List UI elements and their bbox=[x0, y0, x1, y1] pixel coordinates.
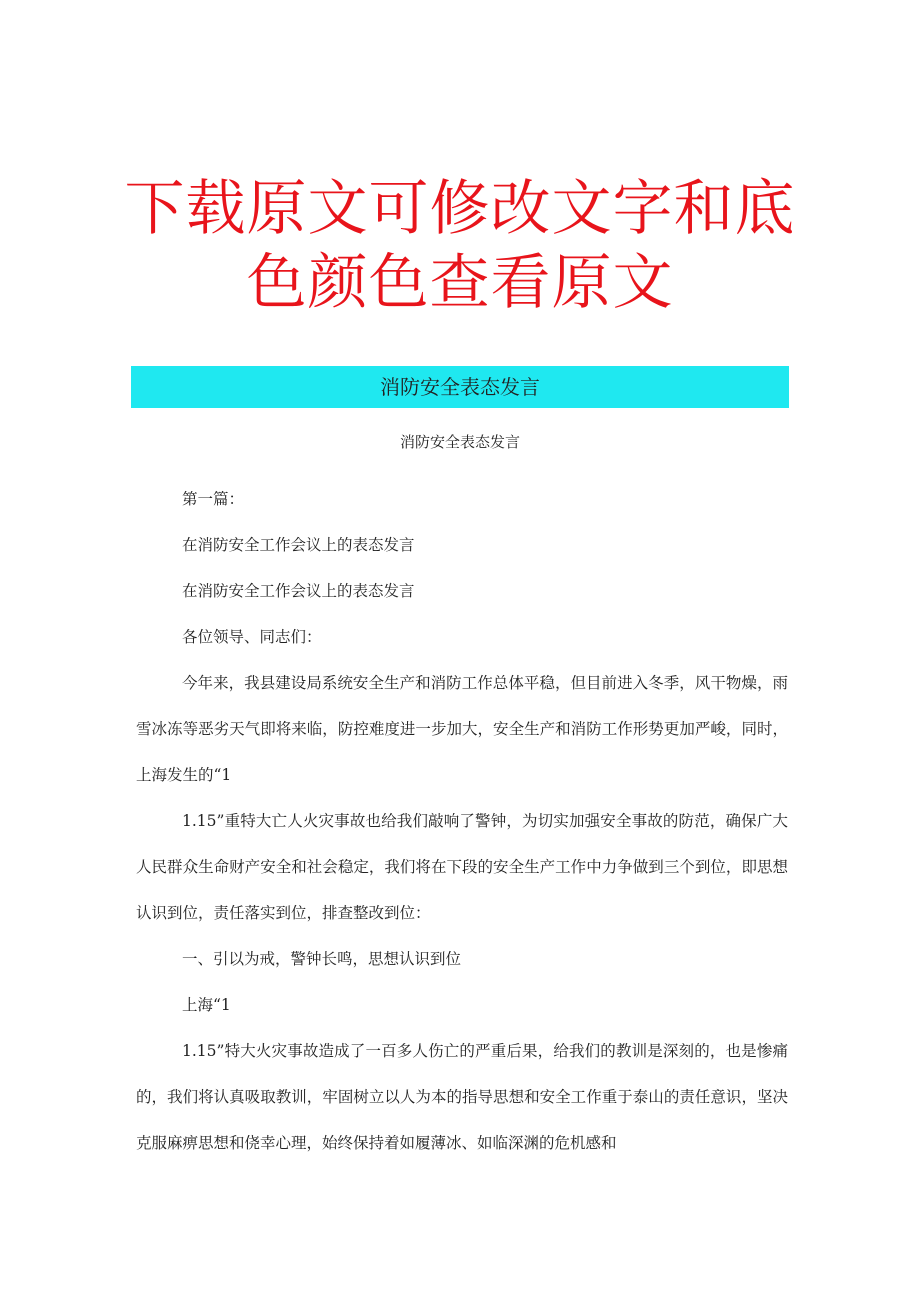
banner-line-2: 色颜色查看原文 bbox=[246, 248, 674, 318]
paragraph: 在消防安全工作会议上的表态发言 bbox=[182, 536, 415, 554]
paragraph: 一、引以为戒，警钟长鸣，思想认识到位 bbox=[182, 950, 462, 968]
paragraph: 在消防安全工作会议上的表态发言 bbox=[182, 582, 415, 600]
document-subtitle: 消防安全表态发言 bbox=[399, 433, 520, 451]
paragraph: 各位领导、同志们： bbox=[182, 628, 322, 646]
paragraph: 今年来，我县建设局系统安全生产和消防工作总体平稳，但目前进入冬季，风干物燥，雨雪冰冻等恶劣天气即将来临，防控难度进一步加大，安全生产和消防工作形势更加严峻，同时，上海发生的“1 bbox=[136, 674, 788, 784]
paragraph: 1.15”特大火灾事故造成了一百多人伤亡的严重后果，给我们的教训是深刻的，也是惨痛的，我们将认真吸取教训，牢固树立以人为本的指导思想和安全工作重于泰山的责任意识，坚决克服麻痹思想和侥幸心理，始终保持着如履薄冰、如临深渊的危机感和 bbox=[136, 1042, 788, 1152]
download-banner bbox=[0, 172, 920, 320]
document-title-bar: 消防安全表态发言 bbox=[131, 366, 789, 408]
banner-line-1: 下载原文可修改文字和底 bbox=[124, 174, 796, 244]
paragraph: 1.15”重特大亡人火灾事故也给我们敲响了警钟，为切实加强安全事故的防范，确保广大人民群众生命财产安全和社会稳定，我们将在下段的安全生产工作中力争做到三个到位，即思想认识到位，责任落实到位，排查整改到位： bbox=[136, 812, 788, 922]
document-body bbox=[136, 476, 788, 1166]
paragraph: 上海“1 bbox=[182, 996, 231, 1014]
paragraph: 第一篇： bbox=[182, 490, 245, 508]
